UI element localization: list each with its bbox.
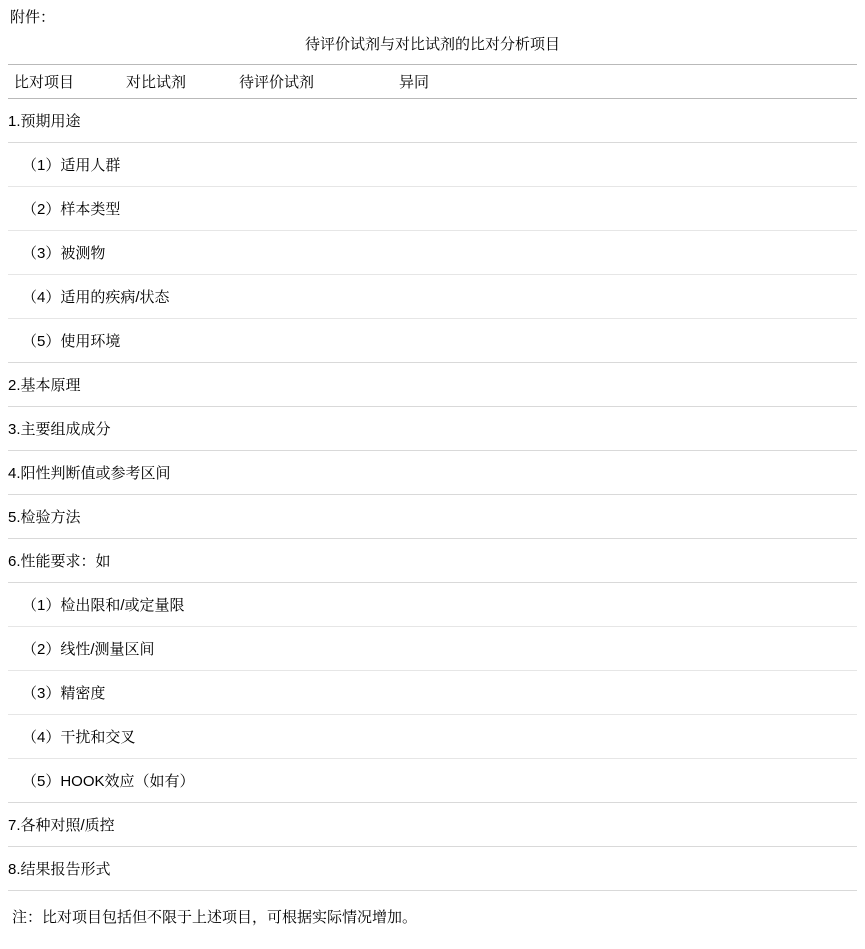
row-evaluated-value [233, 319, 373, 363]
row-difference-value [373, 451, 857, 495]
row-evaluated-value [233, 539, 373, 583]
row-difference-value [373, 583, 857, 627]
row-label: 5.检验方法 [8, 509, 81, 526]
row-label: （4）适用的疾病/状态 [8, 275, 118, 319]
row-label: 8.结果报告形式 [8, 861, 111, 878]
row-difference-value [373, 715, 857, 759]
row-difference-value [373, 99, 857, 143]
table-row [8, 583, 857, 627]
row-reference-value [118, 803, 233, 847]
row-difference-value [373, 275, 857, 319]
table-note: 注：比对项目包括但不限于上述项目，可根据实际情况增加。 [12, 909, 418, 926]
row-reference-value [118, 539, 233, 583]
table-header-row [8, 65, 857, 99]
row-reference-value [118, 407, 233, 451]
row-evaluated-value [233, 363, 373, 407]
row-evaluated-value [233, 803, 373, 847]
row-difference-value [373, 363, 857, 407]
row-label: （2）线性/测量区间 [8, 627, 118, 671]
row-reference-value [118, 715, 233, 759]
comparison-table [8, 64, 857, 891]
row-label: 3.主要组成成分 [8, 421, 111, 438]
table-row [8, 847, 857, 891]
table-row [8, 319, 857, 363]
row-label: （1）适用人群 [8, 143, 118, 187]
row-label: 4.阳性判断值或参考区间 [8, 465, 171, 482]
row-label: （3）精密度 [8, 671, 118, 715]
row-label: （4）干扰和交叉 [8, 715, 118, 759]
row-difference-value [373, 495, 857, 539]
row-label: 2.基本原理 [8, 377, 81, 394]
row-label: （2）样本类型 [8, 187, 118, 231]
row-label: （5）HOOK效应（如有） [22, 773, 195, 790]
table-row [8, 363, 857, 407]
row-evaluated-value [233, 759, 373, 803]
table-row [8, 627, 857, 671]
row-evaluated-value [233, 187, 373, 231]
row-evaluated-value [233, 627, 373, 671]
row-difference-value [373, 319, 857, 363]
row-reference-value [118, 99, 233, 143]
column-header-reference-reagent: 对比试剂 [126, 74, 187, 91]
row-difference-value [373, 803, 857, 847]
table-row [8, 803, 857, 847]
table-row [8, 231, 857, 275]
table-row [8, 539, 857, 583]
row-evaluated-value [233, 495, 373, 539]
row-evaluated-value [233, 275, 373, 319]
page-title: 待评价试剂与对比试剂的比对分析项目 [304, 36, 560, 53]
row-reference-value [118, 847, 233, 891]
row-evaluated-value [233, 231, 373, 275]
row-label: （3）被测物 [8, 231, 118, 275]
column-header-evaluated-reagent: 待评价试剂 [239, 74, 315, 91]
row-difference-value [373, 671, 857, 715]
row-difference-value [373, 187, 857, 231]
row-reference-value [118, 143, 233, 187]
table-row [8, 99, 857, 143]
table-row [8, 759, 857, 803]
row-difference-value [373, 539, 857, 583]
row-difference-value [373, 407, 857, 451]
row-difference-value [373, 627, 857, 671]
row-reference-value [118, 363, 233, 407]
row-label: 6.性能要求：如 [8, 553, 111, 570]
row-reference-value [118, 319, 233, 363]
table-row [8, 451, 857, 495]
row-reference-value [118, 187, 233, 231]
row-evaluated-value [233, 143, 373, 187]
table-row [8, 187, 857, 231]
row-evaluated-value [233, 671, 373, 715]
row-difference-value [373, 759, 857, 803]
row-label: （1）检出限和/或定量限 [8, 583, 118, 627]
row-reference-value [118, 495, 233, 539]
table-row [8, 495, 857, 539]
table-row [8, 715, 857, 759]
row-evaluated-value [233, 847, 373, 891]
table-row [8, 143, 857, 187]
table-row [8, 407, 857, 451]
row-label: （5）使用环境 [22, 333, 121, 350]
attachment-label: 附件： [10, 9, 56, 26]
table-row [8, 275, 857, 319]
row-difference-value [373, 847, 857, 891]
table-row [8, 671, 857, 715]
column-header-difference: 异同 [399, 74, 430, 91]
row-difference-value [373, 143, 857, 187]
row-evaluated-value [233, 407, 373, 451]
row-label: 1.预期用途 [8, 113, 81, 130]
row-label: 7.各种对照/质控 [8, 817, 115, 834]
row-evaluated-value [233, 451, 373, 495]
column-header-compare-item: 比对项目 [14, 74, 75, 91]
row-difference-value [373, 231, 857, 275]
row-reference-value [118, 671, 233, 715]
row-reference-value [118, 231, 233, 275]
row-evaluated-value [233, 583, 373, 627]
row-evaluated-value [233, 715, 373, 759]
row-evaluated-value [233, 99, 373, 143]
